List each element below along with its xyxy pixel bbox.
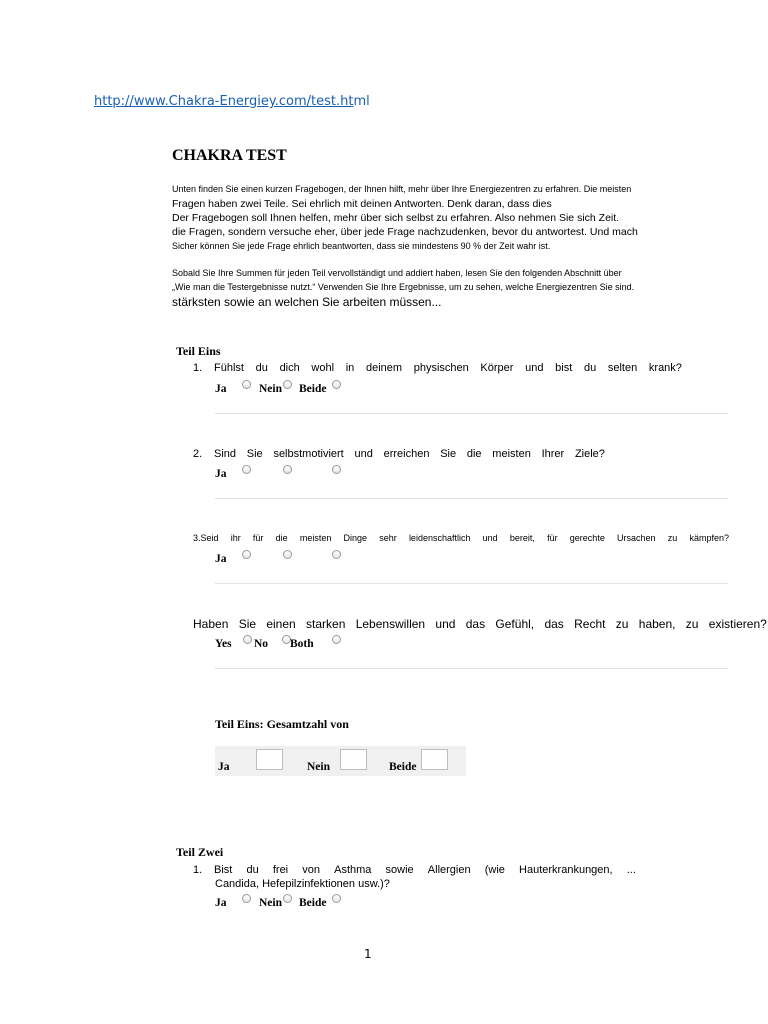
q4-option-no: No: [254, 638, 269, 650]
q3-radio-beide[interactable]: [332, 550, 341, 559]
question-word: deinem: [365, 362, 403, 374]
question-word: Sie: [238, 617, 257, 631]
question-word: Haben: [193, 617, 229, 631]
question-word: zu: [615, 617, 629, 631]
question-word: sehr: [379, 533, 397, 543]
total-input-nein[interactable]: [340, 749, 367, 770]
p2q1-radio-nein[interactable]: [283, 894, 292, 903]
q4-option-yes: Yes: [215, 638, 232, 650]
question-word: Sind: [214, 448, 237, 460]
question-word: die: [275, 533, 288, 543]
question-word: Recht: [574, 617, 606, 631]
question-word: in: [345, 362, 355, 374]
q4-radio-both[interactable]: [332, 635, 341, 644]
q4-radio-yes[interactable]: [243, 635, 252, 644]
question-word: für: [547, 533, 558, 543]
p2q1-option-ja: Ja: [215, 897, 227, 909]
p2q1-option-beide: Beide: [299, 897, 327, 909]
question-word: das: [465, 617, 486, 631]
part-one-total-heading: Teil Eins: Gesamtzahl von: [215, 717, 349, 731]
question-word: physischen: [413, 362, 469, 374]
question-word: zu: [685, 617, 699, 631]
question-word: für: [252, 533, 264, 543]
question-word: Ziele?: [574, 448, 605, 460]
q1-radio-ja[interactable]: [242, 380, 251, 389]
q4-option-both: Both: [290, 638, 314, 650]
part2-question-1-text: [214, 864, 636, 876]
q1-radio-beide[interactable]: [332, 380, 341, 389]
separator: [215, 498, 728, 499]
question-1-number: 1.: [193, 362, 203, 374]
q1-option-ja: Ja: [215, 383, 227, 395]
question-word: selten: [607, 362, 638, 374]
question-word: meisten: [299, 533, 332, 543]
question-word: du: [255, 362, 268, 374]
source-link-rest[interactable]: ml: [353, 94, 370, 109]
total-input-ja[interactable]: [256, 749, 283, 770]
total-label-ja: Ja: [218, 761, 230, 773]
question-word: Sie: [246, 448, 263, 460]
intro-line-8: stärksten sowie an welchen Sie arbeiten müssen...: [172, 295, 442, 309]
intro-line-1: Unten finden Sie einen kurzen Fragebogen, der Ihnen hilft, mehr über Ihre Energiezentren zu erfahren. Die meisten: [172, 184, 632, 194]
p2q1-radio-beide[interactable]: [332, 894, 341, 903]
question-2-number: 2.: [193, 448, 203, 460]
q1-option-nein: Nein: [259, 383, 282, 395]
intro-line-3: Der Fragebogen soll Ihnen helfen, mehr über sich selbst zu erfahren. Also nehmen Sie sich Zeit.: [172, 212, 620, 224]
question-word: Ursachen: [617, 533, 656, 543]
page-number: 1: [364, 947, 372, 961]
total-label-beide: Beide: [389, 761, 417, 773]
total-label-nein: Nein: [307, 761, 330, 773]
question-word: einen: [266, 617, 296, 631]
intro-line-4: die Fragen, sondern versuche eher, über jede Frage nachzudenken, bevor du antwortest. Und mach: [172, 226, 638, 238]
question-word: erreichen: [383, 448, 430, 460]
total-input-beide[interactable]: [421, 749, 448, 770]
question-word: starken: [306, 617, 346, 631]
part-one-heading: Teil Eins: [176, 344, 221, 358]
question-word: kämpfen?: [689, 533, 729, 543]
question-4-text: [193, 617, 767, 631]
question-word: das: [544, 617, 564, 631]
q1-option-beide: Beide: [299, 383, 327, 395]
source-link[interactable]: [94, 94, 370, 109]
q2-option-ja: Ja: [215, 468, 227, 480]
question-3-text: [193, 533, 729, 543]
question-word: du: [246, 864, 259, 876]
question-word: zu: [667, 533, 678, 543]
question-word: existieren?: [708, 617, 767, 631]
question-word: Dinge: [343, 533, 368, 543]
question-word: von: [302, 864, 320, 876]
question-1-text: [214, 362, 682, 374]
separator: [215, 668, 728, 669]
separator: [215, 413, 728, 414]
question-word: Allergien: [427, 864, 471, 876]
question-word: 3.Seid: [193, 533, 219, 543]
p2q1-radio-ja[interactable]: [242, 894, 251, 903]
intro-line-2: Fragen haben zwei Teile. Sei ehrlich mit deinen Antworten. Denk daran, dass dies: [172, 198, 552, 210]
question-word: die: [466, 448, 482, 460]
question-word: Sie: [440, 448, 457, 460]
question-word: dich: [279, 362, 300, 374]
question-word: Hauterkrankungen,: [519, 864, 613, 876]
source-link-underlined[interactable]: http://www.Chakra-Energiey.com/test.ht: [94, 94, 354, 109]
p2q1-option-nein: Nein: [259, 897, 282, 909]
part2-question-1-number: 1.: [193, 864, 203, 876]
question-word: Lebenswillen: [355, 617, 426, 631]
question-word: Körper: [480, 362, 514, 374]
q2-radio-ja[interactable]: [242, 465, 251, 474]
question-word: frei: [272, 864, 289, 876]
question-2-text: [214, 448, 605, 460]
q2-radio-beide[interactable]: [332, 465, 341, 474]
q3-radio-ja[interactable]: [242, 550, 251, 559]
intro-line-5: Sicher können Sie jede Frage ehrlich beantworten, dass sie mindestens 90 % der Zeit wahr ist.: [172, 241, 551, 251]
question-word: Fühlst: [214, 362, 244, 374]
question-word: (wie: [484, 864, 505, 876]
question-word: und: [525, 362, 544, 374]
q2-radio-nein[interactable]: [283, 465, 292, 474]
question-word: ...: [626, 864, 636, 876]
page-title: CHAKRA TEST: [172, 147, 287, 164]
intro-line-6: Sobald Sie Ihre Summen für jeden Teil vervollständigt und addiert haben, lesen Sie den folgenden Abschnitt über: [172, 268, 622, 278]
question-word: sowie: [385, 864, 414, 876]
question-word: leidenschaftlich: [408, 533, 471, 543]
question-word: du: [583, 362, 597, 374]
question-word: und: [354, 448, 373, 460]
q3-option-ja: Ja: [215, 553, 227, 565]
intro-line-7: „Wie man die Testergebnisse nutzt.“ Verwenden Sie Ihre Ergebnisse, um zu sehen, welche Energiezentren Sie sind.: [172, 282, 635, 292]
question-word: und: [482, 533, 498, 543]
q1-radio-nein[interactable]: [283, 380, 292, 389]
question-word: Gefühl,: [495, 617, 535, 631]
question-word: Bist: [214, 864, 233, 876]
question-word: gerechte: [569, 533, 605, 543]
question-word: ihr: [230, 533, 241, 543]
question-word: und: [435, 617, 456, 631]
question-word: Asthma: [334, 864, 372, 876]
question-word: wohl: [311, 362, 335, 374]
question-word: bereit,: [509, 533, 535, 543]
question-word: Ihrer: [541, 448, 565, 460]
part2-question-1-line2: Candida, Hefepilzinfektionen usw.)?: [215, 878, 390, 890]
question-word: krank?: [648, 362, 682, 374]
question-word: bist: [555, 362, 573, 374]
part-two-heading: Teil Zwei: [176, 845, 224, 859]
question-word: meisten: [492, 448, 531, 460]
separator: [215, 583, 728, 584]
question-word: selbstmotiviert: [273, 448, 344, 460]
question-word: haben,: [638, 617, 676, 631]
q3-radio-nein[interactable]: [283, 550, 292, 559]
